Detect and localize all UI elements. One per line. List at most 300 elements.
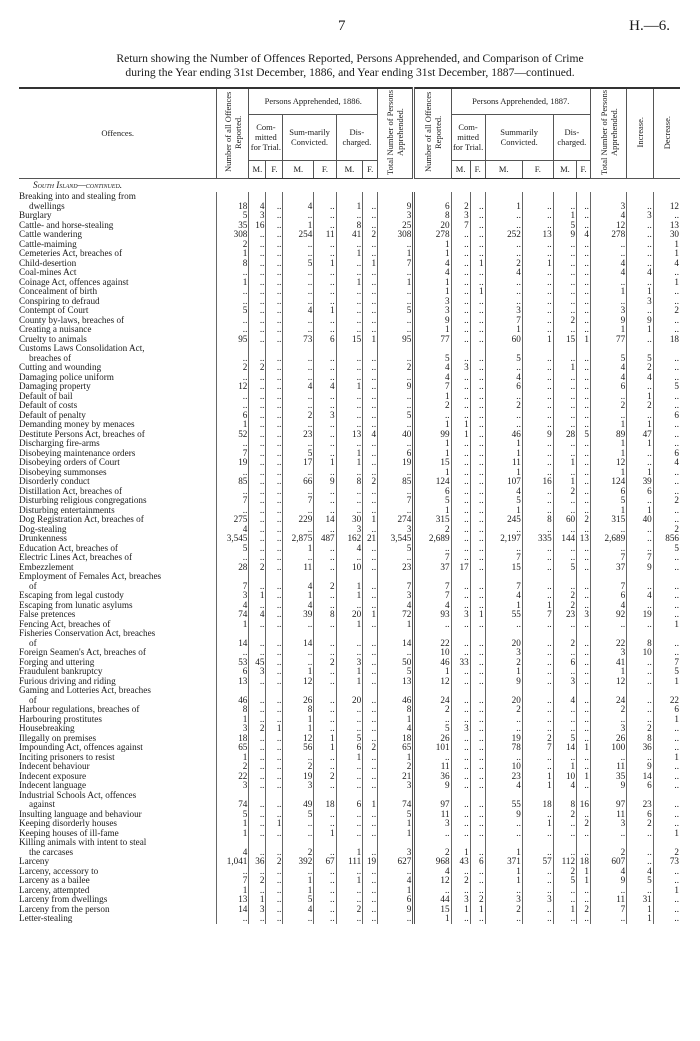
cell-value: 2 [590, 401, 626, 411]
cell-value: .. [314, 449, 336, 459]
cell-value: 3 [414, 306, 451, 316]
cell-value: 1 [283, 221, 314, 231]
cell-value: 37 [414, 563, 451, 573]
cell-value: .. [283, 211, 314, 221]
cell-value: .. [336, 487, 363, 497]
cell-value: 1 [217, 278, 249, 288]
cell-value: .. [314, 221, 336, 231]
offence-name: Dog Registration Act, breaches of [19, 515, 144, 524]
cell-value: .. [266, 278, 283, 288]
cell-value: .. [470, 553, 485, 563]
title-line-2: during the Year ending 31st December, 1886, and Year ending 31st December, 1887—continued. [125, 66, 575, 79]
offence-name: Cemeteries Act, breaches of [19, 249, 123, 258]
cell-value: 275 [217, 515, 249, 525]
cell-value: .. [451, 477, 470, 487]
cell-value: .. [470, 867, 485, 877]
cell-value: 7 [522, 610, 553, 620]
cell-value: .. [266, 914, 283, 924]
cell-value: .. [470, 705, 485, 715]
cell-value: .. [522, 677, 553, 687]
cell-value: 40 [378, 430, 414, 440]
cell-value: .. [217, 506, 249, 516]
cell-value: 1 [336, 620, 363, 630]
cell-value: 14 [217, 905, 249, 915]
cell-value: 8 [217, 705, 249, 715]
cell-value [378, 572, 414, 582]
cell-value: 55 [485, 610, 522, 620]
cell-value: .. [249, 620, 266, 630]
cell-value: 65 [217, 743, 249, 753]
cell-value [522, 838, 553, 848]
cell-value [553, 192, 576, 202]
cell-value: 1 [217, 829, 249, 839]
cell-value: 95 [217, 335, 249, 345]
table-body [19, 178, 680, 924]
cell-value [378, 838, 414, 848]
cell-value: 26 [283, 696, 314, 706]
cell-value: .. [217, 287, 249, 297]
cell-value: .. [336, 772, 363, 782]
cell-value: 13 [378, 677, 414, 687]
cell-value: 7 [378, 496, 414, 506]
cell-value: 60 [485, 335, 522, 345]
offence-name: Furious driving and riding [19, 676, 116, 686]
cell-value: 1 [627, 287, 654, 297]
cell-value: .. [266, 249, 283, 259]
cell-value: .. [283, 829, 314, 839]
cell-value: 2 [414, 401, 451, 411]
cell-value: .. [314, 468, 336, 478]
cell-value [485, 838, 522, 848]
cell-value: .. [653, 772, 680, 782]
table-row [19, 506, 680, 516]
cell-value [627, 686, 654, 696]
cell-value: .. [266, 306, 283, 316]
cell-value: 97 [590, 800, 626, 810]
cell-value [217, 629, 249, 639]
cell-value: .. [653, 914, 680, 924]
cell-value: .. [336, 639, 363, 649]
cell-value: 10 [627, 648, 654, 658]
cell-value: 5 [217, 810, 249, 820]
cell-value [414, 192, 451, 202]
cell-value: .. [217, 487, 249, 497]
cell-value: 77 [590, 335, 626, 345]
cell-value: 2 [627, 819, 654, 829]
table-row [19, 553, 680, 563]
cell-value: 2 [249, 724, 266, 734]
cell-value: .. [577, 601, 591, 611]
cell-value: 11 [590, 762, 626, 772]
table-row [19, 629, 680, 639]
cell-value: .. [314, 591, 336, 601]
cell-value: .. [266, 363, 283, 373]
cell-value: 1 [378, 249, 414, 259]
cell-value [378, 791, 414, 801]
table-row [19, 639, 680, 649]
cell-value: .. [363, 373, 378, 383]
cell-value: .. [553, 325, 576, 335]
cell-value: .. [553, 848, 576, 858]
cell-value: .. [470, 439, 485, 449]
cell-value: .. [485, 753, 522, 763]
cell-value: .. [363, 734, 378, 744]
cell-value [266, 838, 283, 848]
cell-value: .. [249, 534, 266, 544]
cell-value: 4 [553, 781, 576, 791]
cell-value: .. [522, 753, 553, 763]
cell-value: .. [249, 430, 266, 440]
offence-name: of [29, 638, 37, 648]
offence-name: Damaging police uniform [19, 372, 114, 382]
cell-value: 52 [217, 430, 249, 440]
cell-value: 2 [627, 401, 654, 411]
cell-value: .. [249, 886, 266, 896]
cell-value: 4 [627, 373, 654, 383]
cell-value: 1 [470, 610, 485, 620]
cell-value: 7 [414, 582, 451, 592]
table-title [20, 52, 680, 80]
cell-value: .. [653, 363, 680, 373]
cell-value: .. [378, 240, 414, 250]
cell-value: 55 [485, 800, 522, 810]
cell-value [249, 572, 266, 582]
cell-value: .. [522, 325, 553, 335]
cell-value: 19 [283, 772, 314, 782]
cell-value: 28 [553, 430, 576, 440]
offence-name: Discharging fire-arms [19, 439, 100, 448]
cell-value: 3 [249, 667, 266, 677]
cell-value: .. [378, 373, 414, 383]
cell-value [363, 838, 378, 848]
cell-value: .. [577, 411, 591, 421]
cell-value: .. [553, 468, 576, 478]
cell-value: .. [522, 876, 553, 886]
cell-value: .. [249, 515, 266, 525]
table-row [19, 278, 680, 288]
cell-value: 66 [283, 477, 314, 487]
table-row [19, 487, 680, 497]
cell-value: 3 [577, 610, 591, 620]
cell-value: .. [266, 259, 283, 269]
cell-value: 6 [414, 202, 451, 212]
cell-value: 1 [627, 905, 654, 915]
cell-value: .. [470, 515, 485, 525]
cell-value: .. [266, 202, 283, 212]
cell-value: .. [414, 411, 451, 421]
cell-value: .. [577, 392, 591, 402]
cell-value: .. [653, 316, 680, 326]
cell-value: .. [653, 582, 680, 592]
cell-value: 21 [363, 534, 378, 544]
cell-value: 1 [485, 867, 522, 877]
cell-value: 1 [590, 420, 626, 430]
cell-value: .. [314, 677, 336, 687]
cell-value: 1 [553, 211, 576, 221]
cell-value: .. [653, 287, 680, 297]
cell-value: .. [283, 439, 314, 449]
cell-value: 10 [553, 772, 576, 782]
cell-value: .. [249, 297, 266, 307]
cell-value: .. [522, 582, 553, 592]
cell-value: 18 [653, 335, 680, 345]
cell-value [553, 344, 576, 354]
cell-value: .. [470, 506, 485, 516]
cell-value [363, 344, 378, 354]
table-row [19, 601, 680, 611]
cell-value: .. [266, 221, 283, 231]
cell-value: 73 [283, 335, 314, 345]
cell-value: .. [266, 886, 283, 896]
table-row [19, 734, 680, 744]
cell-value: 3 [378, 848, 414, 858]
cell-value: .. [283, 268, 314, 278]
cell-value: .. [627, 848, 654, 858]
cell-value: .. [283, 487, 314, 497]
cell-value: 2 [249, 563, 266, 573]
cell-value: .. [363, 876, 378, 886]
cell-value: 2 [553, 487, 576, 497]
cell-value: .. [451, 487, 470, 497]
cell-value: .. [577, 648, 591, 658]
cell-value: .. [577, 553, 591, 563]
cell-value: .. [522, 439, 553, 449]
cell-value: .. [470, 268, 485, 278]
cell-value: .. [590, 829, 626, 839]
cell-value: 4 [414, 601, 451, 611]
cell-value: 72 [378, 610, 414, 620]
cell-value: .. [363, 601, 378, 611]
cell-value: .. [470, 477, 485, 487]
cell-value [283, 192, 314, 202]
cell-value: .. [266, 591, 283, 601]
cell-value: .. [363, 715, 378, 725]
cell-value [653, 572, 680, 582]
cell-value: .. [522, 620, 553, 630]
cell-value: .. [336, 354, 363, 364]
cell-value: 2,689 [590, 534, 626, 544]
cell-value: .. [522, 658, 553, 668]
table-row [19, 439, 680, 449]
cell-value: .. [577, 468, 591, 478]
offence-name: Default of costs [19, 401, 78, 410]
cell-value: .. [553, 411, 576, 421]
cell-value: .. [627, 753, 654, 763]
cell-value: .. [283, 914, 314, 924]
cell-value: 13 [217, 895, 249, 905]
offence-name: Disturbing entertainments [19, 505, 115, 515]
cell-value: .. [577, 895, 591, 905]
cell-value: 1 [414, 667, 451, 677]
cell-value: .. [470, 658, 485, 668]
cell-value: .. [577, 591, 591, 601]
cell-value: 2 [590, 848, 626, 858]
cell-value: .. [249, 439, 266, 449]
cell-value: .. [627, 382, 654, 392]
cell-value: 4 [485, 373, 522, 383]
cell-value: .. [553, 420, 576, 430]
cell-value [414, 838, 451, 848]
table-row [19, 620, 680, 630]
cell-value: .. [577, 316, 591, 326]
cell-value: 9 [627, 316, 654, 326]
cell-value: 1 [577, 743, 591, 753]
cell-value: 1 [314, 458, 336, 468]
table-row [19, 316, 680, 326]
cell-value: 4 [283, 905, 314, 915]
table-row [19, 724, 680, 734]
cell-value: .. [249, 819, 266, 829]
cell-value: 1 [414, 249, 451, 259]
cell-value: .. [470, 363, 485, 373]
table-row [19, 240, 680, 250]
cell-value: 41 [590, 658, 626, 668]
cell-value: .. [249, 544, 266, 554]
offence-name: Larceny from dwellings [19, 895, 108, 904]
cell-value: .. [522, 278, 553, 288]
cell-value: .. [266, 268, 283, 278]
cell-value: 36 [627, 743, 654, 753]
cell-value: .. [577, 458, 591, 468]
cell-value: .. [451, 810, 470, 820]
table-row [19, 192, 680, 202]
cell-value: 6 [653, 705, 680, 715]
cell-value [590, 192, 626, 202]
cell-value: 1 [266, 819, 283, 829]
cell-value: 6 [336, 743, 363, 753]
cell-value: 254 [283, 230, 314, 240]
cell-value [653, 838, 680, 848]
cell-value: .. [653, 325, 680, 335]
cell-value: 2 [283, 411, 314, 421]
cell-value: 124 [590, 477, 626, 487]
cell-value: .. [653, 563, 680, 573]
cell-value: .. [590, 278, 626, 288]
cell-value: .. [577, 506, 591, 516]
cell-value: 2 [378, 762, 414, 772]
cell-value: .. [522, 667, 553, 677]
offence-name: Illegally on premises [19, 733, 97, 743]
cell-value: 1 [414, 449, 451, 459]
cell-value: .. [266, 515, 283, 525]
cell-value: .. [627, 411, 654, 421]
cell-value: .. [627, 249, 654, 259]
cell-value: 50 [378, 658, 414, 668]
cell-value: .. [314, 211, 336, 221]
cell-value: .. [414, 620, 451, 630]
cell-value: .. [336, 211, 363, 221]
cell-value: .. [266, 477, 283, 487]
cell-value: .. [522, 221, 553, 231]
cell-value: .. [470, 677, 485, 687]
cell-value: .. [451, 591, 470, 601]
cell-value [451, 838, 470, 848]
cell-value: .. [336, 306, 363, 316]
cell-value: 1 [336, 202, 363, 212]
cell-value: .. [451, 601, 470, 611]
cell-value [522, 791, 553, 801]
col-increase: Increase. [634, 117, 645, 148]
cell-value: 7 [283, 496, 314, 506]
table-row [19, 667, 680, 677]
cell-value: .. [266, 705, 283, 715]
cell-value: 14 [553, 743, 576, 753]
offences-table [19, 87, 680, 924]
offence-name: Employment of Females Act, breaches [19, 572, 162, 581]
table-row [19, 449, 680, 459]
cell-value: 1 [590, 287, 626, 297]
cell-value: .. [378, 648, 414, 658]
cell-value: 1 [414, 392, 451, 402]
cell-value: 1 [590, 506, 626, 516]
offence-name: Keeping disorderly houses [19, 819, 117, 828]
offence-name: Customs Laws Consolidation Act, [19, 344, 145, 353]
cell-value: .. [451, 287, 470, 297]
cell-value: .. [522, 240, 553, 250]
cell-value: 2 [485, 905, 522, 915]
cell-value: .. [451, 354, 470, 364]
cell-value: 1 [217, 819, 249, 829]
cell-value [266, 192, 283, 202]
cell-value: .. [266, 658, 283, 668]
cell-value: 2 [217, 240, 249, 250]
cell-value: .. [522, 905, 553, 915]
cell-value: .. [590, 620, 626, 630]
cell-value: .. [314, 715, 336, 725]
cell-value: .. [314, 439, 336, 449]
cell-value: .. [627, 715, 654, 725]
cell-value: .. [470, 743, 485, 753]
cell-value: 92 [590, 610, 626, 620]
table-row [19, 563, 680, 573]
cell-value: 7 [217, 449, 249, 459]
cell-value: .. [283, 297, 314, 307]
cell-value: .. [249, 553, 266, 563]
cell-value: 23 [627, 800, 654, 810]
cell-value: 1 [653, 278, 680, 288]
cell-value: 2 [378, 363, 414, 373]
cell-value: 40 [627, 515, 654, 525]
cell-value: .. [553, 306, 576, 316]
cell-value: .. [451, 392, 470, 402]
cell-value: 1 [283, 724, 314, 734]
cell-value: 47 [627, 430, 654, 440]
offence-name: Indecent exposure [19, 771, 87, 781]
cell-value: 4 [414, 259, 451, 269]
offence-name: Conspiring to defraud [19, 296, 100, 306]
cell-value: .. [522, 202, 553, 212]
cell-value: 4 [378, 601, 414, 611]
cell-value: .. [217, 867, 249, 877]
cell-value: .. [553, 667, 576, 677]
cell-value: .. [653, 639, 680, 649]
table-row [19, 876, 680, 886]
col-summarily-1887: Summarily Convicted. [485, 114, 553, 160]
cell-value: .. [470, 753, 485, 763]
cell-value: 8 [378, 705, 414, 715]
cell-value: .. [653, 591, 680, 601]
offence-name: Cattle wandering [19, 230, 83, 239]
cell-value: .. [577, 297, 591, 307]
cell-value: 15 [485, 563, 522, 573]
cell-value: 3 [590, 202, 626, 212]
cell-value: .. [336, 401, 363, 411]
cell-value: .. [451, 534, 470, 544]
cell-value: .. [336, 715, 363, 725]
cell-value: 162 [336, 534, 363, 544]
cell-value: 3 [590, 819, 626, 829]
cell-value: .. [451, 696, 470, 706]
